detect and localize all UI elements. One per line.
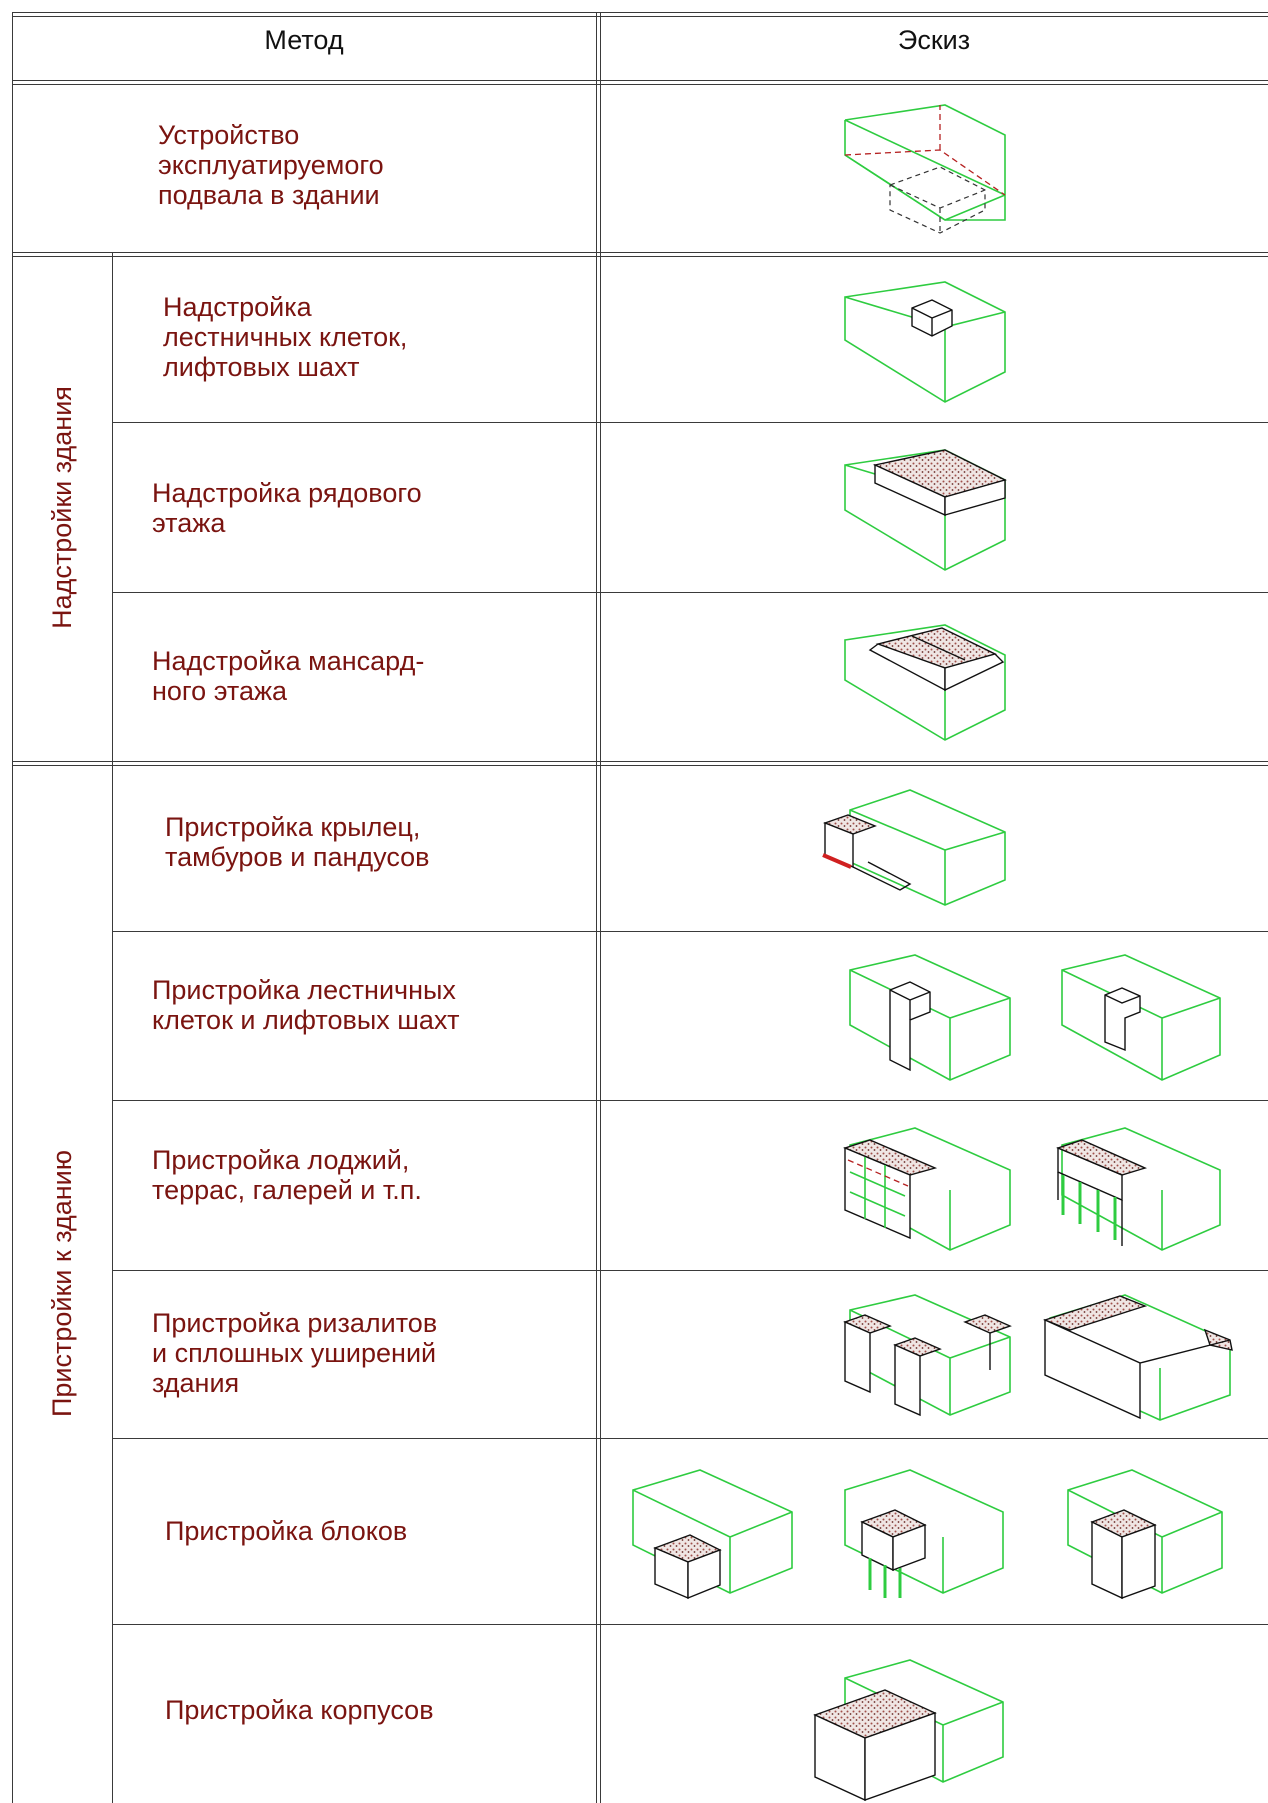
sketch-stair-extension-b [1062,955,1220,1080]
sketch-risalit-extension-b [1045,1295,1232,1420]
method-text: Надстройка рядового этажа [152,478,422,538]
sketch-porch-extension [823,790,1005,905]
group-label-text: Надстройки здания [46,385,77,629]
method-text: Пристройка блоков [165,1516,408,1546]
method-text: Пристройка лестничных клеток и лифтовых шахт [152,975,460,1035]
sketch-block-extension-b [845,1470,1003,1598]
sketch-stair-superstructure [845,282,1005,402]
sketch-loggia-extension-a [845,1128,1010,1250]
method-text: Пристройка корпусов [165,1695,434,1725]
group-label-text: Пристройки к зданию [46,1149,77,1417]
sketch-basement [845,105,1005,233]
method-text: Пристройка лоджий, террас, галерей и т.п. [152,1145,422,1205]
method-text: Пристройка крылец, тамбуров и пандусов [165,812,430,872]
sketch-risalit-extension-a [845,1295,1010,1415]
sketch-block-extension-a [633,1470,792,1598]
sketch-floor-superstructure [845,450,1005,570]
sketch-block-extension-c [1068,1470,1222,1598]
header-method: Метод [264,24,344,55]
header-sketch: Эскиз [897,24,971,55]
sketch-stair-extension-a [850,955,1010,1080]
method-text: Надстройка лестничных клеток, лифтовых шахт [163,292,408,382]
method-text: Устройство эксплуатируемого подвала в здании [158,120,384,210]
sketch-corpus-extension [815,1660,1003,1800]
sketch-loggia-extension-b [1058,1128,1220,1250]
method-text: Пристройка ризалитов и сплошных уширений здания [152,1308,438,1398]
method-text: Надстройка мансард- ного этажа [152,646,425,706]
sketch-mansard-superstructure [845,625,1005,740]
